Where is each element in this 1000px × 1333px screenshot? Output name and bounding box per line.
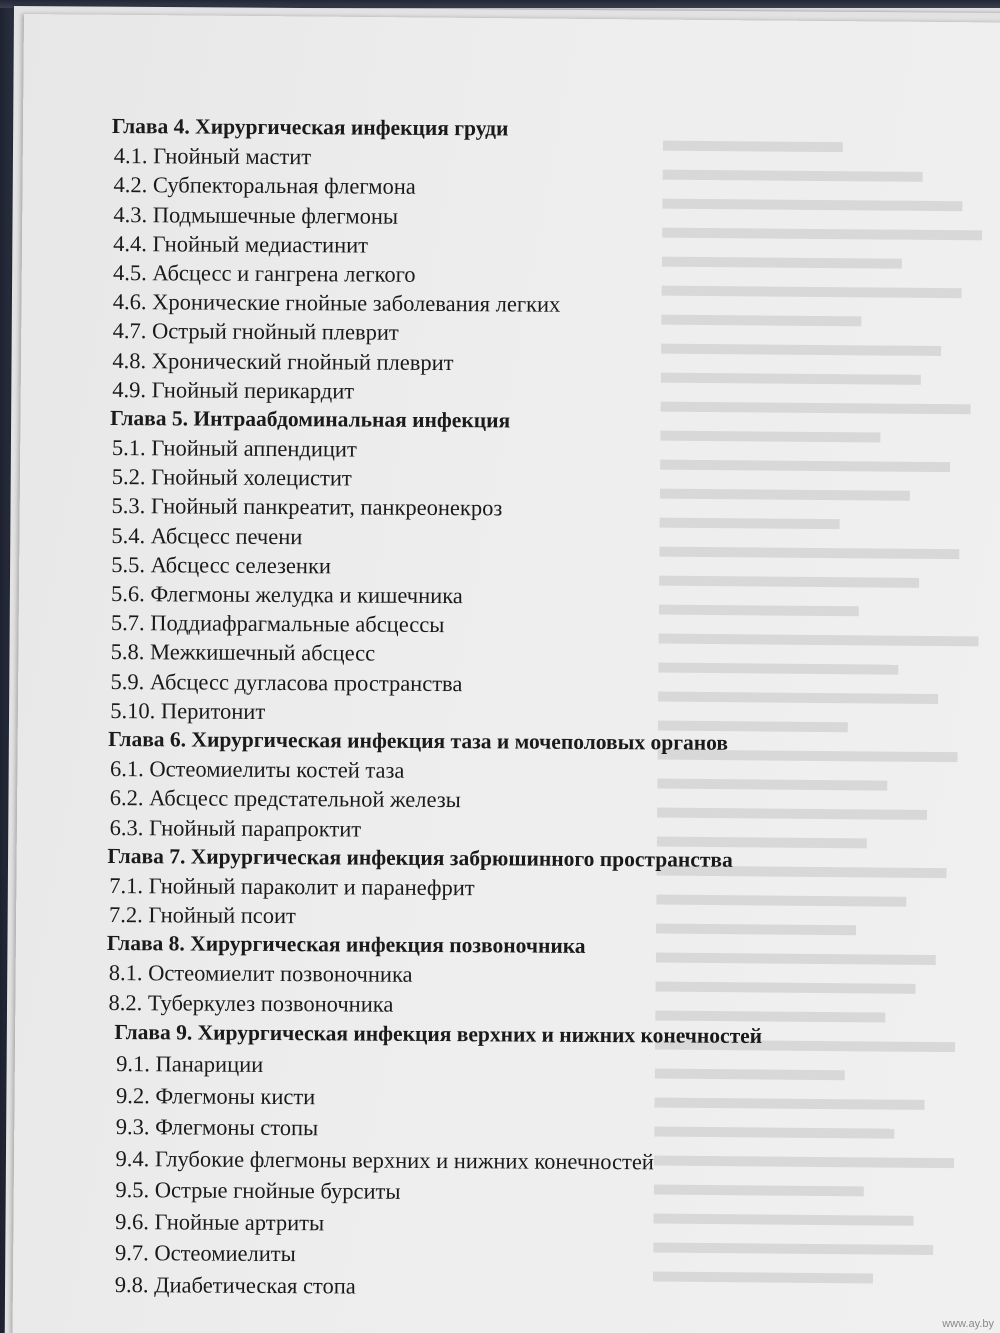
toc-item: 8.2. Туберкулез позвоночника	[108, 989, 394, 1017]
toc-item: 9.6. Гнойные артриты	[115, 1208, 325, 1236]
toc-item: 4.9. Гнойный перикардит	[112, 376, 355, 404]
toc-item: 4.5. Абсцесс и гангрена легкого	[112, 259, 416, 287]
chapter-heading: Глава 5. Интраабдоминальная инфекция	[110, 405, 511, 433]
toc-item: 9.8. Диабетическая стопа	[114, 1271, 356, 1299]
toc-item: 9.3. Флегмоны стопы	[115, 1114, 319, 1141]
toc-item: 4.4. Гнойный медиастинит	[113, 230, 369, 258]
toc-item: 5.9. Абсцесс дугласова пространства	[110, 668, 463, 696]
watermark: www.ay.by	[942, 1318, 994, 1330]
toc-item: 5.6. Флегмоны желудка и кишечника	[110, 581, 463, 609]
toc-item: 6.3. Гнойный парапроктит	[109, 814, 362, 842]
toc-item: 9.2. Флегмоны кисти	[115, 1082, 316, 1110]
toc-item: 5.8. Межкишечный абсцесс	[110, 639, 376, 666]
toc-item: 6.2. Абсцесс предстательной железы	[109, 785, 461, 813]
toc-item: 5.5. Абсцесс селезенки	[111, 551, 332, 579]
chapter-heading: Глава 6. Хирургическая инфекция таза и мочеполовых органов	[108, 726, 729, 755]
chapter-heading: Глава 4. Хирургическая инфекция груди	[111, 113, 509, 141]
toc-item: 5.1. Гнойный аппендицит	[111, 435, 357, 462]
toc-item: 6.1. Остеомиелиты костей таза	[109, 756, 405, 783]
toc-item: 4.8. Хронический гнойный плеврит	[112, 347, 454, 375]
chapter-heading: Глава 8. Хирургическая инфекция позвоночника	[106, 931, 586, 959]
toc-item: 4.6. Хронические гнойные заболевания легких	[112, 289, 561, 317]
toc-item: 5.3. Гнойный панкреатит, панкреонекроз	[111, 493, 503, 521]
toc-item: 4.1. Гнойный мастит	[113, 143, 312, 170]
toc-item: 4.3. Подмышечные флегмоны	[113, 201, 399, 229]
toc-item: 5.4. Абсцесс печени	[111, 522, 303, 549]
chapter-heading: Глава 9. Хирургическая инфекция верхних и нижних конечностей	[114, 1019, 763, 1048]
toc-item: 5.2. Гнойный холецистит	[111, 464, 352, 491]
toc-item: 5.7. Поддиафрагмальные абсцессы	[110, 610, 445, 638]
toc-item: 9.4. Глубокие флегмоны верхних и нижних конечностей	[115, 1145, 654, 1175]
chapter-heading: Глава 7. Хирургическая инфекция забрюшинного пространства	[107, 843, 733, 872]
toc-item: 5.10. Перитонит	[110, 697, 266, 724]
toc-item: 8.1. Остеомиелит позвоночника	[108, 960, 413, 988]
table-of-contents	[105, 112, 912, 1305]
toc-item: 4.7. Острый гнойный плеврит	[112, 318, 399, 346]
toc-item: 7.2. Гнойный псоит	[109, 902, 297, 929]
toc-item: 9.5. Острые гнойные бурситы	[115, 1177, 401, 1205]
toc-item: 7.1. Гнойный параколит и паранефрит	[109, 872, 475, 901]
toc-item: 4.2. Субпекторальная флегмона	[113, 172, 416, 200]
toc-item: 9.7. Остеомиелиты	[114, 1240, 296, 1267]
toc-item: 9.1. Панариции	[116, 1051, 264, 1078]
